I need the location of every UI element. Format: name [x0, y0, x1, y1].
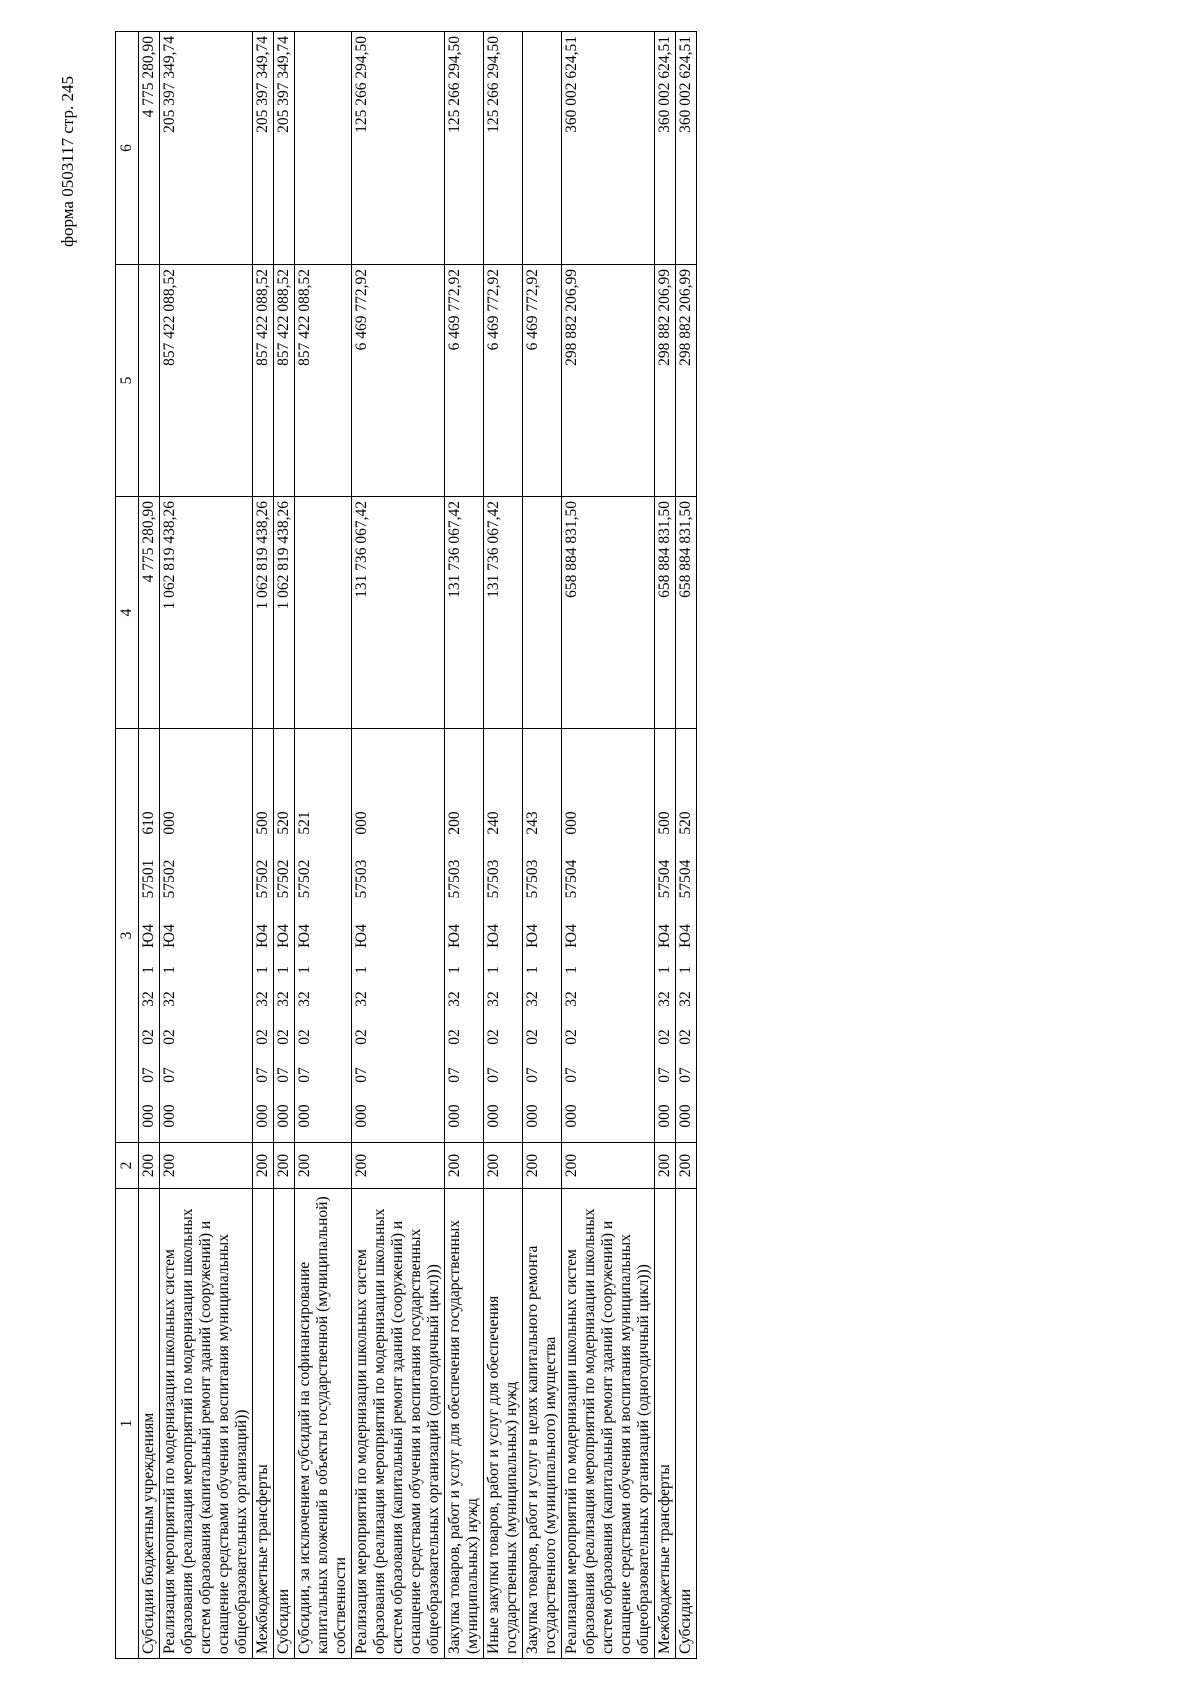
code-item: 57502: [161, 859, 178, 899]
row-approved-amount: 131 736 067,42: [484, 497, 523, 729]
row-approved-amount: 658 884 831,50: [562, 497, 655, 729]
code-program: 32: [677, 991, 694, 1007]
row-unexecuted-amount: 4 775 280,90: [139, 32, 160, 265]
code-section: 07: [524, 1067, 541, 1083]
code-program: 32: [446, 991, 463, 1007]
row-name: Субсидии бюджетным учреждениям: [139, 1189, 160, 1659]
code-admin: 000: [140, 1104, 157, 1128]
row-unexecuted-amount: 125 266 294,50: [484, 32, 523, 265]
row-budget-code: [445, 729, 484, 1143]
row-name: Реализация мероприятий по модернизации школьных систем образования (реализация мероприятий по модернизации школьных систем образования (капитальный ремонт зданий (сооружений) и оснащение средствами обучения и воспитания муниципальных общеобразовательных организаций (одногодичный цикл))): [562, 1189, 655, 1659]
code-admin: 000: [677, 1104, 694, 1128]
row-budget-code: [160, 729, 253, 1143]
code-item: 57502: [275, 859, 292, 899]
form-reference: форма 0503117 стр. 245: [58, 76, 77, 247]
row-line-code: 200: [655, 1143, 676, 1189]
row-name: Субсидии, за исключением субсидий на софинансирование капитальных вложений в объекты государственной (муниципальной) собственности: [295, 1189, 352, 1659]
row-executed-amount: 298 882 206,99: [655, 265, 676, 497]
row-executed-amount: 298 882 206,99: [676, 265, 697, 497]
code-subsection: 02: [353, 1029, 370, 1045]
code-subprogram: 1: [353, 966, 370, 974]
row-name: Межбюджетные трансферты: [655, 1189, 676, 1659]
row-budget-code: [676, 729, 697, 1143]
code-subsection: 02: [524, 1029, 541, 1045]
row-line-code: 200: [274, 1143, 295, 1189]
row-budget-code: [139, 729, 160, 1143]
row-budget-code: [655, 729, 676, 1143]
row-line-code: 200: [139, 1143, 160, 1189]
table-row: [160, 32, 253, 1659]
code-project: Ю4: [446, 924, 463, 948]
row-executed-amount: 6 469 772,92: [523, 265, 562, 497]
code-admin: 000: [353, 1104, 370, 1128]
code-project: Ю4: [485, 924, 502, 948]
table-row: [484, 32, 523, 1659]
code-section: 07: [446, 1067, 463, 1083]
header-cell-6: 6: [116, 32, 139, 265]
code-admin: 000: [275, 1104, 292, 1128]
table-row: [274, 32, 295, 1659]
code-expense-type: 520: [677, 811, 694, 835]
row-line-code: 200: [676, 1143, 697, 1189]
code-project: Ю4: [254, 924, 271, 948]
code-project: Ю4: [563, 924, 580, 948]
row-name: Реализация мероприятий по модернизации школьных систем образования (реализация мероприятий по модернизации школьных систем образования (капитальный ремонт зданий (сооружений) и оснащение средствами обучения и воспитания муниципальных общеобразовательных организаций)): [160, 1189, 253, 1659]
code-admin: 000: [446, 1104, 463, 1128]
code-item: 57503: [446, 859, 463, 899]
code-project: Ю4: [353, 924, 370, 948]
row-unexecuted-amount: [523, 32, 562, 265]
code-subprogram: 1: [563, 966, 580, 974]
row-budget-code: [562, 729, 655, 1143]
header-cell-1: 1: [116, 1189, 139, 1659]
code-item: 57504: [563, 859, 580, 899]
code-subsection: 02: [446, 1029, 463, 1045]
code-admin: 000: [524, 1104, 541, 1128]
row-budget-code: [484, 729, 523, 1143]
row-name: Иные закупки товаров, работ и услуг для обеспечения государственных (муниципальных) нужд: [484, 1189, 523, 1659]
code-subprogram: 1: [656, 966, 673, 974]
code-item: 57502: [296, 859, 313, 899]
code-project: Ю4: [677, 924, 694, 948]
code-program: 32: [161, 991, 178, 1007]
row-unexecuted-amount: 205 397 349,74: [160, 32, 253, 265]
table-row: [352, 32, 445, 1659]
row-unexecuted-amount: 205 397 349,74: [253, 32, 274, 265]
row-line-code: 200: [523, 1143, 562, 1189]
row-executed-amount: [139, 265, 160, 497]
row-name: Субсидии: [676, 1189, 697, 1659]
row-approved-amount: 1 062 819 438,26: [160, 497, 253, 729]
row-name: Закупка товаров, работ и услуг в целях капитального ремонта государственного (муниципального) имущества: [523, 1189, 562, 1659]
code-expense-type: 240: [485, 811, 502, 835]
code-item: 57503: [353, 859, 370, 899]
row-approved-amount: 658 884 831,50: [655, 497, 676, 729]
code-subsection: 02: [563, 1029, 580, 1045]
code-admin: 000: [656, 1104, 673, 1128]
code-item: 57503: [485, 859, 502, 899]
code-item: 57501: [140, 859, 157, 899]
code-section: 07: [677, 1067, 694, 1083]
row-budget-code: [352, 729, 445, 1143]
row-unexecuted-amount: 125 266 294,50: [352, 32, 445, 265]
table-row: [655, 32, 676, 1659]
row-executed-amount: 6 469 772,92: [352, 265, 445, 497]
row-approved-amount: [523, 497, 562, 729]
code-admin: 000: [296, 1104, 313, 1128]
code-program: 32: [296, 991, 313, 1007]
row-executed-amount: 857 422 088,52: [160, 265, 253, 497]
table-body: [116, 32, 697, 1659]
code-subsection: 02: [161, 1029, 178, 1045]
row-approved-amount: 1 062 819 438,26: [253, 497, 274, 729]
code-subsection: 02: [275, 1029, 292, 1045]
table-row: [295, 32, 352, 1659]
code-section: 07: [161, 1067, 178, 1083]
code-section: 07: [254, 1067, 271, 1083]
code-project: Ю4: [656, 924, 673, 948]
code-expense-type: 000: [563, 811, 580, 835]
row-unexecuted-amount: 360 002 624,51: [676, 32, 697, 265]
code-admin: 000: [563, 1104, 580, 1128]
table-row: [445, 32, 484, 1659]
code-item: 57504: [677, 859, 694, 899]
row-line-code: 200: [160, 1143, 253, 1189]
code-subprogram: 1: [161, 966, 178, 974]
table-row: [676, 32, 697, 1659]
code-program: 32: [485, 991, 502, 1007]
header-cell-5: 5: [116, 265, 139, 497]
code-expense-type: 521: [296, 811, 313, 835]
code-subsection: 02: [140, 1029, 157, 1045]
code-program: 32: [656, 991, 673, 1007]
code-project: Ю4: [524, 924, 541, 948]
code-expense-type: 520: [275, 811, 292, 835]
row-executed-amount: 6 469 772,92: [484, 265, 523, 497]
header-cell-2: 2: [116, 1143, 139, 1189]
table-row: [253, 32, 274, 1659]
code-program: 32: [563, 991, 580, 1007]
row-name: Реализация мероприятий по модернизации школьных систем образования (реализация мероприятий по модернизации школьных систем образования (капитальный ремонт зданий (сооружений) и оснащение средствами обучения и воспитания государственных общеобразовательных организаций (одногодичный цикл))): [352, 1189, 445, 1659]
code-subprogram: 1: [140, 966, 157, 974]
code-item: 57503: [524, 859, 541, 899]
code-subprogram: 1: [254, 966, 271, 974]
row-executed-amount: 857 422 088,52: [274, 265, 295, 497]
row-unexecuted-amount: 125 266 294,50: [445, 32, 484, 265]
row-budget-code: [523, 729, 562, 1143]
code-item: 57504: [656, 859, 673, 899]
row-unexecuted-amount: 205 397 349,74: [274, 32, 295, 265]
code-admin: 000: [485, 1104, 502, 1128]
code-project: Ю4: [296, 924, 313, 948]
code-project: Ю4: [161, 924, 178, 948]
header-cell-4: 4: [116, 497, 139, 729]
code-expense-type: 000: [161, 811, 178, 835]
row-approved-amount: 131 736 067,42: [445, 497, 484, 729]
row-budget-code: [295, 729, 352, 1143]
code-section: 07: [656, 1067, 673, 1083]
row-unexecuted-amount: 360 002 624,51: [562, 32, 655, 265]
code-subprogram: 1: [296, 966, 313, 974]
code-subprogram: 1: [446, 966, 463, 974]
row-name: Межбюджетные трансферты: [253, 1189, 274, 1659]
code-section: 07: [353, 1067, 370, 1083]
row-approved-amount: 4 775 280,90: [139, 497, 160, 729]
code-subprogram: 1: [524, 966, 541, 974]
code-section: 07: [275, 1067, 292, 1083]
row-line-code: 200: [562, 1143, 655, 1189]
header-cell-3: 3: [116, 729, 139, 1143]
budget-table: [115, 31, 697, 1659]
row-budget-code: [253, 729, 274, 1143]
code-expense-type: 500: [254, 811, 271, 835]
code-expense-type: 610: [140, 811, 157, 835]
row-line-code: 200: [445, 1143, 484, 1189]
row-line-code: 200: [484, 1143, 523, 1189]
row-executed-amount: 857 422 088,52: [253, 265, 274, 497]
row-name: Субсидии: [274, 1189, 295, 1659]
row-approved-amount: [295, 497, 352, 729]
code-expense-type: 000: [353, 811, 370, 835]
row-approved-amount: 658 884 831,50: [676, 497, 697, 729]
code-admin: 000: [254, 1104, 271, 1128]
row-executed-amount: 857 422 088,52: [295, 265, 352, 497]
code-program: 32: [275, 991, 292, 1007]
code-expense-type: 500: [656, 811, 673, 835]
code-subsection: 02: [677, 1029, 694, 1045]
code-section: 07: [563, 1067, 580, 1083]
table-row: [523, 32, 562, 1659]
row-executed-amount: 298 882 206,99: [562, 265, 655, 497]
table-row: [562, 32, 655, 1659]
row-budget-code: [274, 729, 295, 1143]
code-program: 32: [524, 991, 541, 1007]
row-line-code: 200: [295, 1143, 352, 1189]
code-subsection: 02: [296, 1029, 313, 1045]
code-program: 32: [254, 991, 271, 1007]
code-project: Ю4: [140, 924, 157, 948]
row-unexecuted-amount: 360 002 624,51: [655, 32, 676, 265]
row-line-code: 200: [253, 1143, 274, 1189]
code-subprogram: 1: [485, 966, 502, 974]
row-approved-amount: 131 736 067,42: [352, 497, 445, 729]
code-subprogram: 1: [677, 966, 694, 974]
code-expense-type: 200: [446, 811, 463, 835]
code-project: Ю4: [275, 924, 292, 948]
row-approved-amount: 1 062 819 438,26: [274, 497, 295, 729]
code-program: 32: [353, 991, 370, 1007]
code-admin: 000: [161, 1104, 178, 1128]
code-subprogram: 1: [275, 966, 292, 974]
table-row: [139, 32, 160, 1659]
row-unexecuted-amount: [295, 32, 352, 265]
row-line-code: 200: [352, 1143, 445, 1189]
code-program: 32: [140, 991, 157, 1007]
code-expense-type: 243: [524, 811, 541, 835]
code-subsection: 02: [485, 1029, 502, 1045]
code-subsection: 02: [254, 1029, 271, 1045]
code-section: 07: [485, 1067, 502, 1083]
row-executed-amount: 6 469 772,92: [445, 265, 484, 497]
header-row: [116, 32, 139, 1659]
code-subsection: 02: [656, 1029, 673, 1045]
row-name: Закупка товаров, работ и услуг для обеспечения государственных (муниципальных) нужд: [445, 1189, 484, 1659]
code-section: 07: [140, 1067, 157, 1083]
code-item: 57502: [254, 859, 271, 899]
code-section: 07: [296, 1067, 313, 1083]
